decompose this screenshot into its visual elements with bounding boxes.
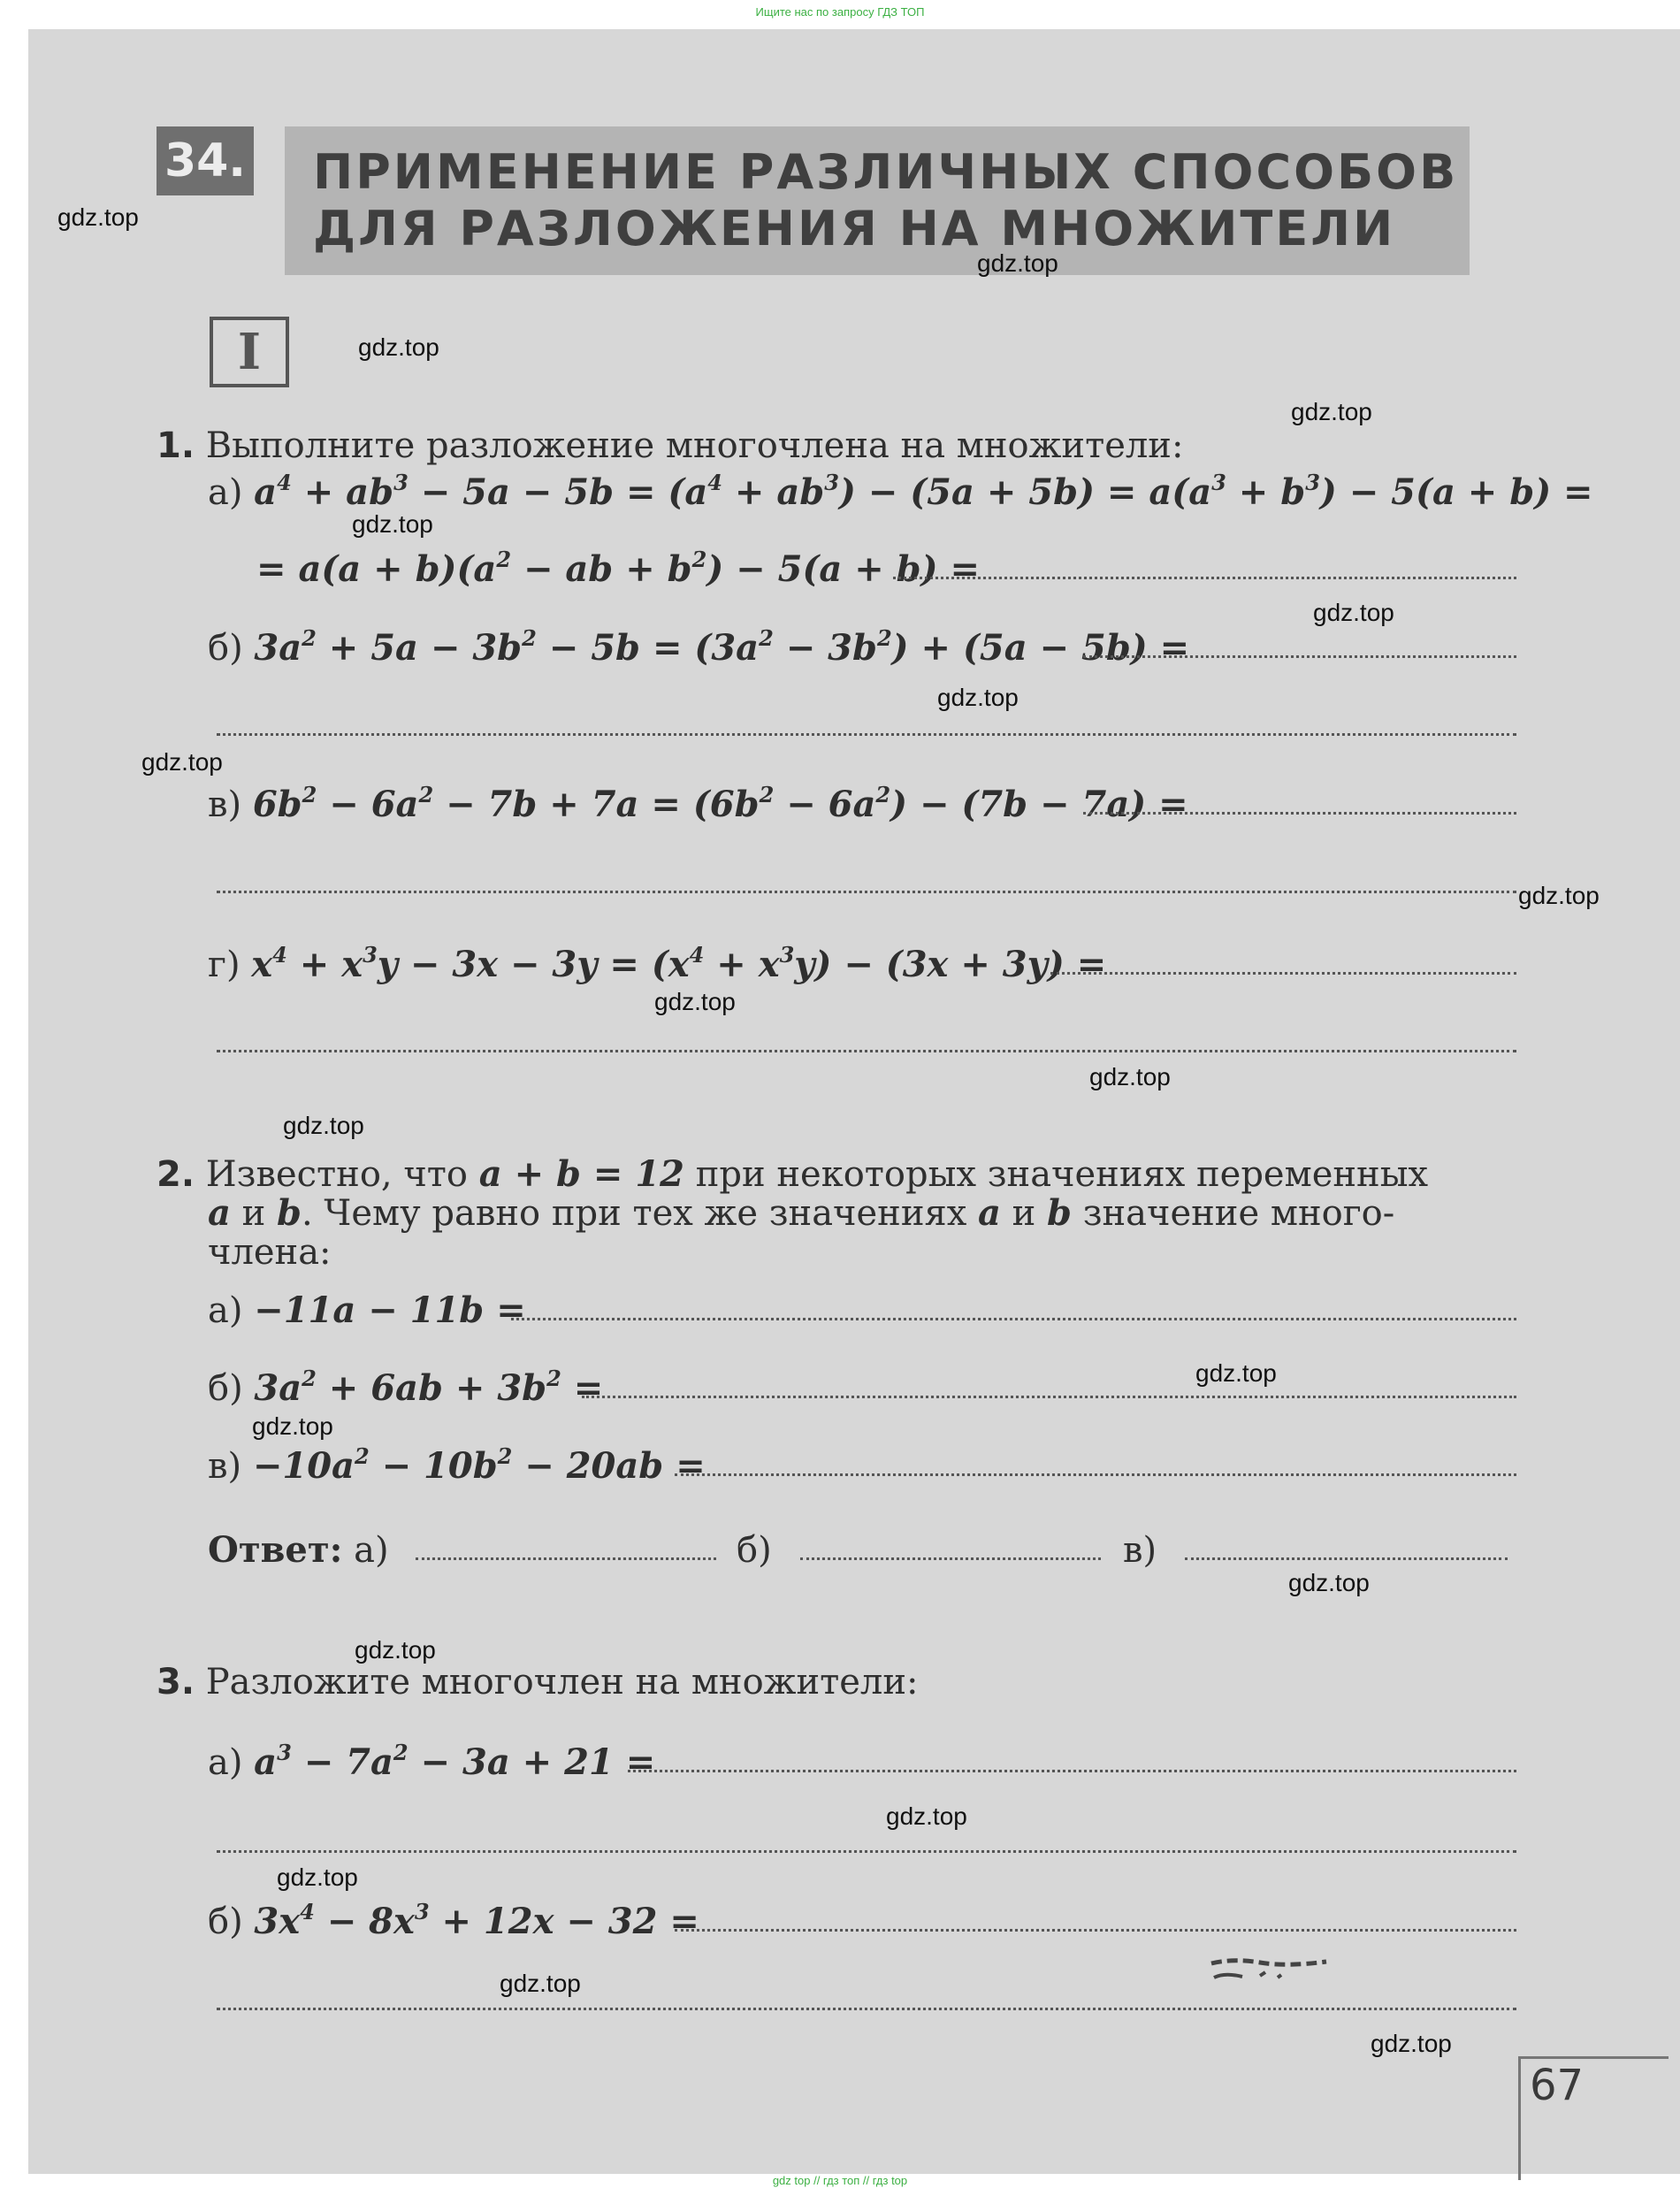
task-2b-label: б): [208, 1368, 243, 1409]
difficulty-level-box: I: [210, 317, 289, 387]
task-2-number: 2.: [157, 1154, 195, 1195]
task-2-text: при некоторых значениях переменных: [695, 1154, 1429, 1195]
watermark: gdz.top: [1089, 1063, 1171, 1090]
task-2-text-line-3: [208, 1232, 332, 1273]
watermark: gdz.top: [1313, 599, 1394, 626]
task-1-heading: [157, 425, 1184, 466]
answer-line[interactable]: [1083, 812, 1516, 815]
answer-line[interactable]: [1050, 972, 1516, 975]
top-banner[interactable]: Ищите нас по запросу ГДЗ ТОП: [755, 5, 925, 19]
watermark: gdz.top: [252, 1412, 333, 1440]
watermark: gdz.top: [500, 1970, 581, 1997]
task-1b-label: б): [208, 628, 243, 669]
task-2b-formula: б) $3a^2 + 6ab + 3b^2$ =: [208, 1366, 604, 1409]
task-1-number: 1.: [157, 425, 195, 466]
answer-line[interactable]: [675, 1473, 1516, 1476]
watermark: gdz.top: [886, 1802, 967, 1830]
task-1b-formula: б) $3a^2 + 5a - 3b^2 - 5b = (3a^2 - 3b^2) + (5a - 5b)$ =: [208, 625, 1190, 669]
page-corner-border: [1518, 2056, 1669, 2059]
watermark: gdz.top: [1291, 398, 1372, 425]
task-1a-label: а): [208, 472, 243, 513]
watermark: gdz.top: [1288, 1569, 1370, 1596]
answer-line[interactable]: [675, 1929, 1516, 1932]
task-2-text-line-1: 2. Известно, что a + b = 12 при некоторых значениях переменных: [157, 1153, 1429, 1195]
task-3b-formula: б) $3x^4 - 8x^3 + 12x - 32$ =: [208, 1899, 699, 1942]
watermark: gdz.top: [1195, 1359, 1277, 1387]
task-2-text: значение много-: [1082, 1193, 1395, 1234]
bottom-banner[interactable]: gdz top // гдз топ // гдз top: [772, 2174, 908, 2187]
answer-line[interactable]: [217, 891, 1516, 893]
page-number: 67: [1530, 2061, 1585, 2110]
task-2a-formula: а) −11a − 11b =: [208, 1289, 526, 1331]
answer-line[interactable]: [893, 577, 1516, 579]
task-1g-formula: г) $x^4 + x^3y - 3x - 3y = (x^4 + x^3y) - (3x + 3y)$ =: [208, 942, 1107, 985]
task-2-text: и: [241, 1193, 266, 1234]
task-2v-formula: $в) -10a^2 - 10b^2 - 20ab$ =: [208, 1443, 706, 1487]
task-2-text: Известно, что: [205, 1154, 468, 1195]
watermark: gdz.top: [977, 249, 1058, 277]
task-1a-formula: а) $a^4 + ab^3 - 5a - 5b = (a^4 + ab^3) - (5a + 5b) = a(a^3 + b^3) - 5(a + b)$ =: [208, 470, 1593, 513]
answer-a-line[interactable]: [416, 1557, 716, 1560]
task-3a-formula: а) $a^3 - 7a^2 - 3a + 21$ =: [208, 1740, 656, 1783]
watermark: gdz.top: [141, 748, 223, 776]
task-2-answer-label: [208, 1529, 389, 1571]
watermark: gdz.top: [283, 1112, 364, 1139]
watermark: gdz.top: [57, 203, 139, 231]
task-3a-label: а): [208, 1742, 243, 1783]
answer-a-label: а): [354, 1530, 389, 1571]
answer-v-label: в): [1123, 1530, 1157, 1571]
watermark: gdz.top: [358, 333, 439, 361]
section-title: [285, 126, 1470, 275]
answer-line[interactable]: [217, 1050, 1516, 1052]
task-2-text: члена:: [208, 1232, 332, 1273]
title-line-2: ДЛЯ РАЗЛОЖЕНИЯ НА МНОЖИТЕЛИ: [313, 201, 1396, 256]
task-1v-formula: в) $6b^2 - 6a^2 - 7b + 7a = (6b^2 - 6a^2) - (7b - 7a)$ =: [208, 782, 1188, 825]
task-1v-label: в): [208, 784, 242, 825]
task-2-text-line-2: a и b. Чему равно при тех же значениях a и b значение много-: [208, 1192, 1395, 1234]
answer-b-line[interactable]: [800, 1557, 1101, 1560]
answer-label: Ответ:: [208, 1529, 343, 1571]
answer-line[interactable]: [628, 1770, 1516, 1772]
task-2-text: и: [1012, 1193, 1036, 1234]
task-2-text: . Чему равно при тех же значениях: [302, 1193, 967, 1234]
answer-line[interactable]: [1083, 655, 1516, 658]
task-3b-label: б): [208, 1901, 243, 1942]
task-3-heading: [157, 1664, 918, 1700]
watermark: gdz.top: [352, 510, 433, 538]
page-corner-border: [1518, 2056, 1521, 2180]
answer-line[interactable]: [217, 2008, 1516, 2010]
task-2v-label: в): [208, 1446, 242, 1487]
answer-line[interactable]: [582, 1396, 1516, 1398]
answer-b-label: б): [737, 1530, 772, 1571]
answer-v-line[interactable]: [1185, 1557, 1508, 1560]
watermark: gdz.top: [277, 1863, 358, 1891]
watermark: gdz.top: [1518, 882, 1600, 909]
task-1a-formula-cont: = $a(a + b)(a^2$ − ab + $b^2) - 5(a + b)$ =: [256, 547, 980, 590]
answer-line[interactable]: [217, 1850, 1516, 1853]
title-line-1: ПРИМЕНЕНИЕ РАЗЛИЧНЫХ СПОСОБОВ: [313, 144, 1459, 200]
answer-line[interactable]: [511, 1318, 1516, 1320]
watermark: gdz.top: [1371, 2030, 1452, 2057]
watermark: gdz.top: [937, 684, 1019, 711]
section-number: 34.: [157, 126, 254, 195]
task-3-number: 3.: [157, 1662, 195, 1702]
task-2a-label: а): [208, 1290, 243, 1331]
watermark: gdz.top: [355, 1636, 436, 1664]
ink-smudge: [1207, 1955, 1331, 1985]
answer-line[interactable]: [217, 733, 1516, 736]
task-1g-label: г): [208, 945, 241, 985]
task-3-text: Разложите многочлен на множители:: [205, 1662, 919, 1702]
task-1-text: Выполните разложение многочлена на множители:: [205, 425, 1184, 466]
watermark: gdz.top: [654, 988, 736, 1015]
